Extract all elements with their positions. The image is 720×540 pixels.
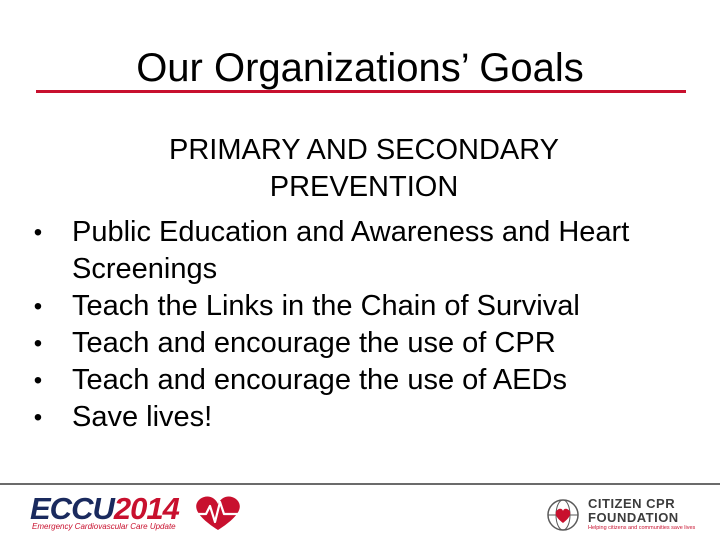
bullet-icon: • — [33, 293, 43, 320]
ccpr-logo-tagline: Helping citizens and communities save lives — [588, 525, 696, 531]
ccpr-logo-line2: FOUNDATION — [588, 510, 679, 525]
eccu-logo-wordmark — [30, 492, 179, 526]
list-item-text: Save lives! — [72, 401, 213, 433]
slide-title: Our Organizations’ Goals — [136, 46, 584, 90]
bullet-icon: • — [33, 367, 43, 394]
goals-list — [28, 214, 688, 436]
eccu-2014-logo — [30, 491, 240, 534]
list-item-text: Teach and encourage the use of CPR — [72, 327, 556, 359]
eccu-logo-tagline: Emergency Cardiovascular Care Update — [32, 522, 176, 531]
list-item — [28, 288, 688, 325]
bullet-icon: • — [33, 330, 43, 357]
bullet-icon: • — [33, 219, 43, 246]
globe-heart-icon — [546, 498, 580, 532]
bullet-icon: • — [33, 404, 43, 431]
list-item — [28, 362, 688, 399]
heart-ecg-icon — [188, 494, 248, 532]
citizen-cpr-foundation-logo — [546, 494, 696, 534]
footer-divider — [0, 483, 720, 485]
list-item — [28, 325, 688, 362]
title-underline — [36, 90, 686, 93]
list-item — [28, 399, 688, 436]
list-item-text: Public Education and Awareness and Heart Screenings — [72, 216, 630, 285]
list-item — [28, 214, 688, 288]
list-item-text: Teach the Links in the Chain of Survival — [72, 290, 580, 322]
list-item-text: Teach and encourage the use of AEDs — [72, 364, 567, 396]
eccu-logo-year: 2014 — [113, 491, 179, 526]
eccu-logo-word: ECCU — [30, 491, 114, 526]
slide-subtitle: PRIMARY AND SECONDARY PREVENTION — [169, 134, 559, 203]
ccpr-logo-line1: CITIZEN CPR — [588, 496, 676, 511]
